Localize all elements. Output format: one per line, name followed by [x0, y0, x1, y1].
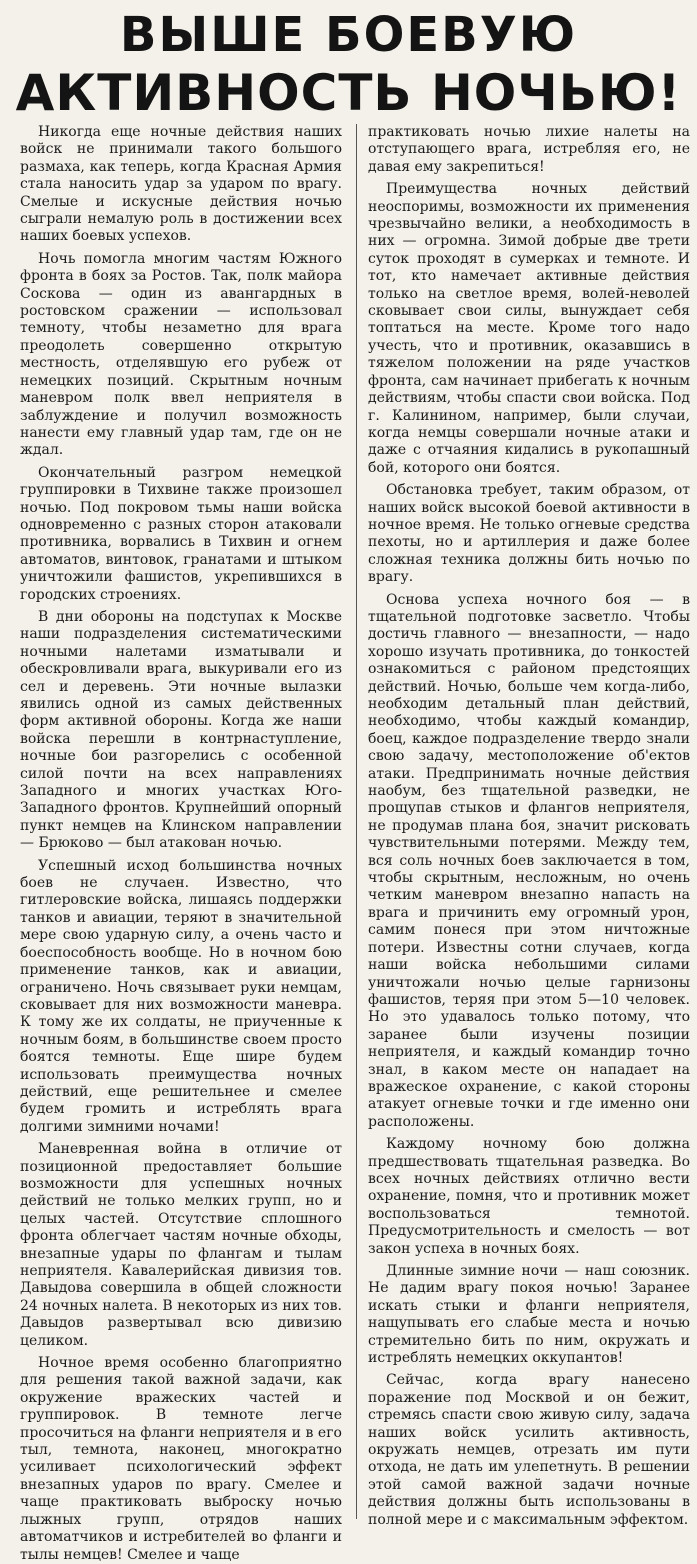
paragraph: Ночь помогла многим частям Южного фронта в боях за Ростов. Так, полк майора Соскова — один из авангардных в ростовском сражении — использовал темноту, чтобы незаметно для врага преодолеть совершенно открытую местность, отделявшую его рубеж от немецких позиций. Скрытным ночным маневром полк ввел неприятеля в заблуждение и получил возможность нанести ему главный удар там, где он не ждал. — [20, 250, 342, 459]
paragraph: Каждому ночному бою должна предшествовать тщательная разведка. Во всех ночных действиях отлично вести охранение, помня, что и противник может воспользоваться темнотой. Предусмотрительность и смелость — вот закон успеха в ночных боях. — [368, 1136, 690, 1257]
headline-line-1: ВЫШЕ БОЕВУЮ — [119, 7, 578, 63]
paragraph-continued: практиковать ночью лихие налеты на отступающего врага, истребляя его, не давая ему закрепиться! — [368, 124, 690, 175]
paragraph: Сейчас, когда врагу нанесено поражение под Москвой и он бежит, стремясь спасти свою живую силу, задача наших войск усилить активность, окружать немцев, отрезать им пути отхода, не дать им улепетнуть. В решении этой самой важной задачи ночные действия должны быть использованы в полной мере и с максимальным эффектом. — [368, 1372, 690, 1528]
paragraph: Никогда еще ночные действия наших войск не принимали такого большого размаха, как теперь, когда Красная Армия стала наносить удар за ударом по врагу. Смелые и искусные действия ночью сыграли немалую роль в достижении всех наших боевых успехов. — [20, 124, 342, 245]
left-column — [20, 124, 342, 1563]
headline-line-2: АКТИВНОСТЬ НОЧЬЮ! — [15, 64, 682, 122]
paragraph: Длинные зимние ночи — наш союзник. Не дадим врагу покоя ночью! Заранее искать стыки и фланги неприятеля, нащупывать его слабые места и ночью стремительно бить по ним, окружать и истреблять немецких оккупантов! — [368, 1263, 690, 1367]
right-column — [368, 124, 690, 1528]
paragraph: Успешный исход большинства ночных боев не случаен. Известно, что гитлеровские войска, лишаясь поддержки танков и авиации, теряют в значительной мере свою ударную силу, а очень часто и боеспособность вообще. Но в ночном бою применение танков, как и авиации, ограничено. Ночь связывает руки немцам, сковывает для них возможности маневра. К тому же их солдаты, не приученные к ночным боям, в большинстве своем просто боятся темноты. Еще шире будем использовать преимущества ночных действий, еще решительнее и смелее будем громить и истреблять врага долгими зимними ночами! — [20, 857, 342, 1135]
column-divider — [356, 124, 357, 1519]
paragraph: Окончательный разгром немецкой группировки в Тихвине также произошел ночью. Под покровом тьмы наши войска одновременно с разных сторон атаковали противника, ворвались в Тихвин и огнем автоматов, винтовок, гранатами и штыком уничтожили фашистов, укрепившихся в городских строениях. — [20, 464, 342, 603]
paragraph: Преимущества ночных действий неоспоримы, возможности их применения чрезвычайно велики, а необходимость в них — огромна. Зимой добрые две трети суток проходят в сумерках и темноте. И тот, кто намечает активные действия только на светлое время, волей-неволей сковывает свои силы, вынуждает себя топтаться на месте. Кроме того надо учесть, что и противник, оказавшись в тяжелом положении на ряде участков фронта, сам начинает прибегать к ночным действиям, чтобы спасти свои войска. Под г. Калинином, например, были случаи, когда немцы совершали ночные атаки и даже с отчаяния кидались в рукопашный бой, которого они боятся. — [368, 181, 690, 476]
paragraph: Маневренная война в отличие от позиционной предоставляет большие возможности для успешных ночных действий не только мелких групп, но и целых частей. Отсутствие сплошного фронта облегчает частям ночные обходы, внезапные удары по флангам и тылам неприятеля. Кавалерийская дивизия тов. Давыдова совершила в общей сложности 24 ночных налета. В некоторых из них тов. Давыдов развертывал всю дивизию целиком. — [20, 1141, 342, 1349]
paragraph: В дни обороны на подступах к Москве наши подразделения систематическими ночными налетами изматывали и обескровливали врага, выкуривали его из сел и деревень. Эти ночные вылазки явились одной из самых действенных форм активной обороны. Когда же наши войска перешли в контрнаступление, ночные бои разгорелись с особенной силой почти на всех направлениях Западного и многих участках Юго-Западного фронтов. Крупнейший опорный пункт немцев на Клинском направлении — Брюково — был атакован ночью. — [20, 608, 342, 852]
paragraph: Ночное время особенно благоприятно для решения такой важной задачи, как окружение вражеских частей и группировок. В темноте легче просочиться на фланги неприятеля и в его тыл, темнота, наконец, многократно усиливает психологический эффект внезапных ударов по врагу. Смелее и чаще практиковать выброску ночью лыжных групп, отрядов наших автоматчиков и истребителей во фланги и тылы немцев! Смелее и чаще — [20, 1355, 342, 1563]
paragraph: Обстановка требует, таким образом, от наших войск высокой боевой активности в ночное время. Не только огневые средства пехоты, но и артиллерия и даже более сложная техника должны бить ночью по врагу. — [368, 482, 690, 586]
paragraph: Основа успеха ночного боя — в тщательной подготовке засветло. Чтобы достичь главного — внезапности, — надо хорошо изучать противника, до тонкостей ознакомиться с районом предстоящих действий. Ночью, больше чем когда-либо, необходим детальный план действий, необходимо, чтобы каждый командир, боец, каждое подразделение твердо знали свою задачу, местоположение об'ектов атаки. Предпринимать ночные действия наобум, без тщательной разведки, не прощупав стыков и флангов неприятеля, не продумав плана боя, значит рисковать чувствительными потерями. Между тем, вся соль ночных боев заключается в том, чтобы скрытным, несложным, но очень четким маневром внезапно напасть на врага и причинить ему огромный урон, самим понеся при этом ничтожные потери. Известны сотни случаев, когда наши войска небольшими силами уничтожали ночью целые гарнизоны фашистов, теряя при этом 5—10 человек. Но это удавалось только потому, что заранее были изучены позиции неприятеля, и каждый командир точно знал, в каком месте он нападает на вражеское охранение, с какой стороны атакует огневые точки и где именно они расположены. — [368, 591, 690, 1130]
headline — [0, 6, 697, 122]
